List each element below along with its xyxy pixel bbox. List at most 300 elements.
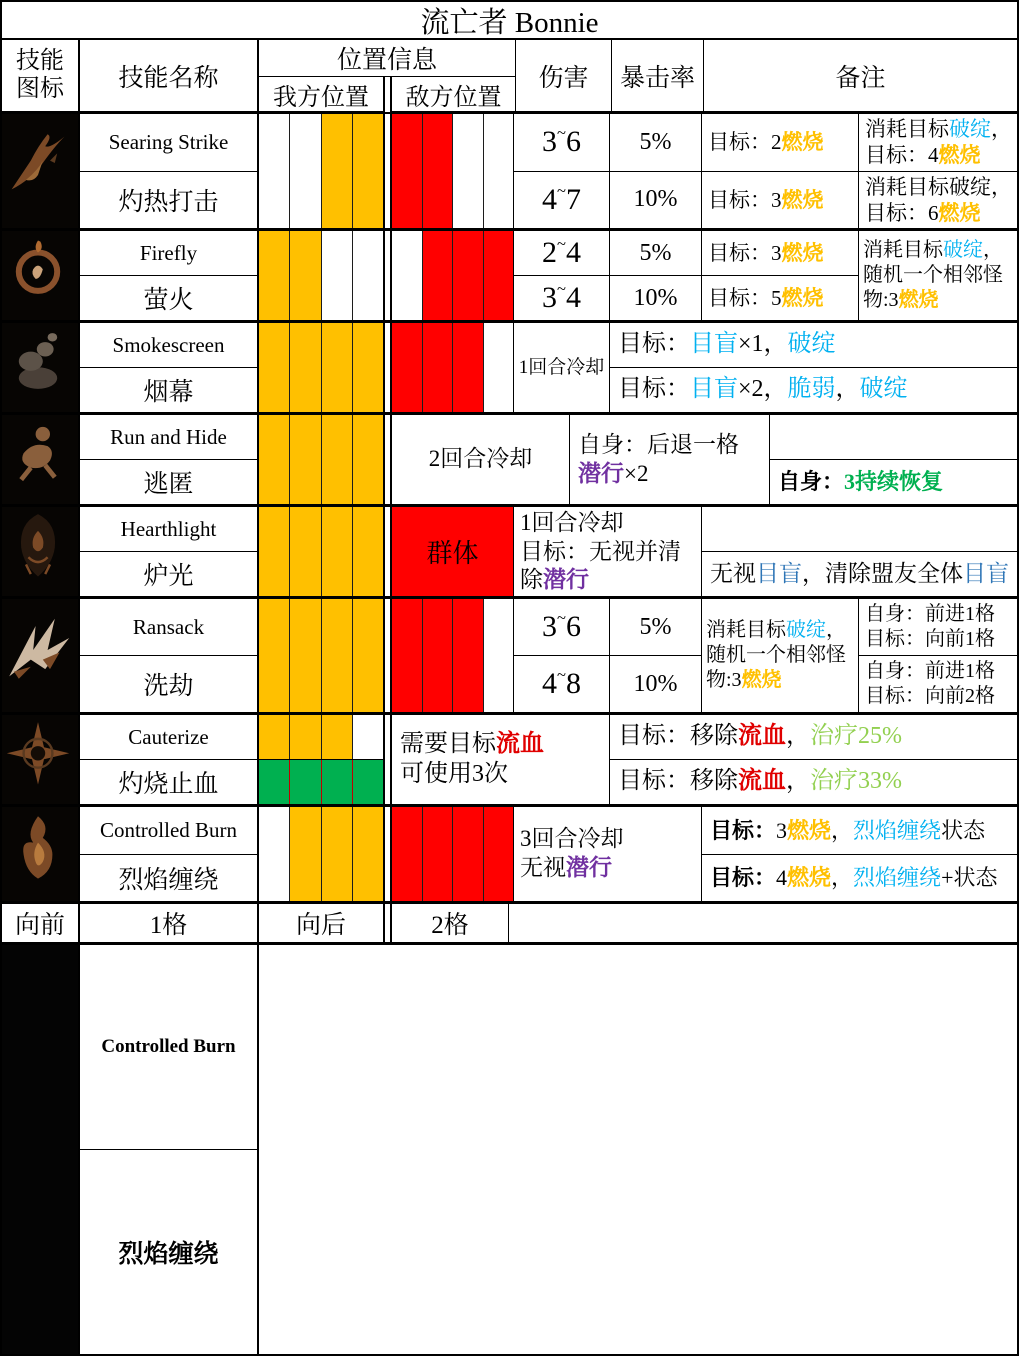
skill-name-cn: 烈焰缠绕: [118, 866, 219, 894]
skill-name-cn: 炉光: [143, 563, 194, 590]
note-cell: [859, 172, 1017, 229]
note-column: [702, 114, 859, 228]
legend-backward-label: 向后: [259, 904, 385, 942]
ally-position-grid: [259, 715, 385, 804]
note-column: [514, 323, 610, 412]
text-run: 目标：: [618, 331, 690, 358]
text-run: 可使用3次: [400, 760, 508, 787]
enemy-position-cells: [392, 507, 513, 596]
movement-legend-row: [2, 904, 1017, 945]
note-line: [865, 627, 1014, 652]
text-run: ，: [983, 239, 1003, 262]
position-cell: [453, 599, 484, 712]
skill-row-hearthlight: [2, 507, 1017, 599]
enemy-position-grid: [392, 323, 514, 412]
note-cell: [514, 323, 609, 412]
text-run: 燃烧: [787, 865, 832, 891]
position-cell: [392, 323, 423, 412]
note-line: [863, 288, 1014, 313]
text-run: 除: [520, 567, 543, 593]
position-cell: [484, 114, 514, 228]
text-run: ，: [831, 817, 854, 843]
text-run: ，: [835, 376, 860, 403]
text-run: 3: [776, 817, 788, 843]
footer-skill-name-en: Controlled Burn: [80, 945, 257, 1150]
note-cell: [702, 807, 1017, 855]
ally-position-merged: [259, 415, 383, 504]
ally-position-merged: [259, 507, 383, 596]
ally-position-grid: [259, 231, 385, 320]
skill-name-cell: [80, 231, 259, 320]
skill-name-cell: [80, 507, 259, 596]
note-cell: [770, 415, 1017, 460]
col-header-damage: 伤害: [516, 40, 612, 111]
position-cell: [484, 323, 514, 412]
note-line: [708, 129, 855, 155]
skill-row-run-and-hide: [2, 415, 1017, 507]
position-cell: [259, 807, 290, 901]
text-run: ×1，: [738, 331, 788, 358]
ally-position-merged: [259, 323, 383, 412]
note-column: [859, 114, 1017, 228]
position-cell: [322, 599, 353, 712]
position-cell: [392, 231, 423, 320]
text-run: 消耗目标: [706, 619, 786, 642]
ally-position-row1: [259, 715, 383, 760]
text-run: 燃烧: [781, 285, 824, 310]
skill-detail-area: [390, 415, 1017, 504]
note-column: [702, 807, 1017, 901]
note-line: [708, 285, 855, 311]
text-run: ，: [786, 768, 810, 795]
skill-icon-cell: [2, 231, 80, 320]
position-cell: [322, 114, 353, 228]
legend-forward-label: 向前: [2, 904, 80, 942]
note-line: [710, 817, 1014, 844]
ally-position-merged: [259, 114, 383, 228]
note-line: [520, 509, 698, 538]
position-cell: [259, 507, 290, 596]
skill-name-cell: [80, 807, 259, 901]
note-line: [400, 760, 606, 790]
text-run: 燃烧: [781, 240, 824, 265]
position-cell: [290, 715, 321, 759]
position-cell: [290, 114, 321, 228]
position-cell: [259, 760, 290, 804]
text-run: 破绽: [949, 117, 991, 142]
damage-max: 6: [565, 125, 581, 159]
text-run: 无视: [710, 560, 756, 586]
note-cell: [610, 368, 1017, 412]
text-run: 治疗25%: [810, 723, 902, 750]
text-run: 随机一个相邻怪: [706, 644, 846, 667]
position-cell: [290, 807, 321, 901]
damage-value: [514, 172, 609, 229]
enemy-position-grid: [392, 807, 514, 901]
text-run: 自身：前进1格: [865, 660, 995, 683]
flame-slash-icon: [2, 114, 78, 228]
note-cell: [514, 807, 701, 901]
col-header-enemy-position: 敌方位置: [390, 77, 515, 112]
skill-detail-area: [390, 715, 1017, 804]
position-cell: [259, 599, 290, 712]
text-run: 需要目标: [400, 730, 496, 757]
enemy-position-grid: [392, 114, 514, 228]
skill-name-cell: [80, 599, 259, 712]
text-run: 消耗目标: [863, 239, 943, 262]
note-line: [865, 174, 1014, 200]
note-cell: [859, 656, 1017, 712]
text-run: ，: [991, 117, 1012, 142]
position-cell: [453, 323, 484, 412]
text-run: 物:3: [863, 288, 899, 311]
note-column: [392, 715, 610, 804]
text-run: ，: [786, 723, 810, 750]
text-run: 目标：3: [708, 240, 782, 265]
text-run: +状态: [941, 865, 998, 891]
text-run: 无视: [520, 855, 566, 880]
crit-column: [610, 231, 702, 320]
position-cell: [353, 715, 383, 759]
note-line: [618, 722, 1014, 752]
skill-name-cell: [80, 415, 259, 504]
text-run: 1回合冷却: [518, 356, 605, 378]
running-figure-icon: [2, 415, 78, 504]
skill-name-cn: 萤火: [143, 287, 194, 314]
enemy-position-cells: [392, 114, 513, 228]
text-run: 物:3: [706, 668, 742, 691]
col-header-skill-name: 技能名称: [80, 40, 259, 111]
text-run: 目盲: [690, 376, 738, 403]
position-cell: [290, 507, 321, 596]
col-header-ally-position: 我方位置: [259, 77, 385, 112]
note-line: [706, 668, 855, 693]
aoe-label: 群体: [392, 507, 513, 596]
text-run: 烈焰缠绕: [853, 817, 942, 843]
note-cell: [859, 231, 1017, 320]
note-line: [710, 864, 1014, 891]
skill-rows: [2, 114, 1017, 904]
note-cell: [702, 276, 858, 320]
damage-min: 4: [542, 182, 558, 216]
damage-max: 6: [565, 610, 581, 643]
text-run: ，: [826, 619, 846, 642]
skill-icon-cell: [2, 415, 80, 504]
text-run: 目盲: [690, 331, 738, 358]
position-cell: [423, 807, 454, 901]
text-run: 燃烧: [781, 187, 824, 212]
crit-column: [610, 599, 702, 712]
damage-column: [514, 231, 610, 320]
position-cell: [453, 114, 484, 228]
note-cell: [702, 507, 1017, 552]
position-cell: [322, 807, 353, 901]
position-cell: [392, 807, 423, 901]
position-subheaders: [259, 77, 515, 112]
position-cell: [259, 231, 290, 320]
text-run: 目标：: [618, 376, 690, 403]
note-line: [520, 854, 698, 883]
ally-position-grid: [259, 507, 385, 596]
skill-row-ransack: [2, 599, 1017, 715]
position-cell: [353, 599, 383, 712]
text-run: 潜行: [543, 567, 589, 593]
position-cell: [322, 760, 353, 804]
note-cell: [392, 415, 569, 504]
crit-value: 10%: [633, 186, 678, 213]
skill-name-en: Controlled Burn: [80, 807, 257, 855]
damage-value: [514, 599, 609, 656]
tilde: ~: [557, 123, 566, 143]
note-line: [618, 330, 1014, 360]
note-line: [618, 767, 1014, 797]
damage-min: 3: [542, 125, 558, 159]
skill-icon-cell: [2, 323, 80, 412]
col-header-skill-icon-line1: 技能: [16, 47, 64, 74]
skill-detail-area: [390, 114, 1017, 228]
page-title: 流亡者 Bonnie: [2, 2, 1017, 40]
damage-max: 8: [565, 667, 581, 700]
damage-value: [514, 231, 609, 276]
smoke-icon: [2, 323, 78, 412]
skill-icon-cell: [2, 715, 80, 804]
footer-skill-name-cn: 烈焰缠绕: [118, 1241, 219, 1268]
text-run: 目标：向前2格: [865, 685, 995, 707]
damage-column: [514, 114, 610, 228]
note-cell: [514, 507, 701, 597]
skill-name-cn: 烟幕: [143, 379, 194, 406]
skill-name-en: Ransack: [80, 599, 257, 656]
text-run: 3持续恢复: [844, 469, 944, 495]
position-cell: [259, 323, 290, 412]
text-run: 目标：: [710, 865, 777, 891]
skill-row-searing-strike: [2, 114, 1017, 231]
damage-min: 4: [542, 667, 558, 700]
position-cell: [322, 507, 353, 596]
note-line: [429, 445, 533, 474]
col-header-skill-icon: [2, 40, 80, 111]
skill-detail-area: [390, 323, 1017, 412]
note-line: [708, 240, 855, 266]
text-run: 目盲: [756, 560, 802, 586]
skill-name-cn: 灼烧止血: [118, 771, 219, 798]
text-run: 燃烧: [787, 817, 832, 843]
note-line: [706, 618, 855, 643]
enemy-position-cells: [392, 231, 513, 320]
note-line: [710, 560, 1014, 589]
text-run: ，: [831, 865, 854, 891]
crit-column: [610, 114, 702, 228]
text-run: 目标：移除: [618, 768, 738, 795]
position-cell: [259, 715, 290, 759]
ally-position-grid: [259, 599, 385, 712]
crit-value: 5%: [610, 114, 701, 172]
position-cell: [290, 599, 321, 712]
text-run: 目标：无视并清: [520, 538, 681, 564]
tilde: ~: [557, 180, 566, 200]
damage-min: 2: [542, 236, 558, 269]
skill-name-en: Hearthlight: [80, 507, 257, 552]
note-cell: [702, 855, 1017, 902]
text-run: 燃烧: [938, 143, 981, 168]
ally-position-row2: [259, 760, 383, 804]
skill-icon-cell: [2, 114, 80, 228]
note-column: [610, 323, 1017, 412]
note-line: [706, 643, 855, 668]
text-run: 目标：向前1格: [865, 628, 995, 650]
skill-name-cn: 灼热打击: [118, 188, 219, 216]
note-column: [859, 231, 1017, 320]
text-run: 目标：5: [708, 285, 782, 310]
text-run: 目标：: [710, 817, 777, 843]
damage-max: 4: [565, 236, 581, 269]
text-run: 消耗目标破绽，: [865, 174, 1012, 199]
note-line: [865, 200, 1014, 226]
skill-row-cauterize: [2, 715, 1017, 807]
col-header-position: 位置信息: [259, 40, 515, 77]
note-cell: [610, 715, 1017, 760]
ally-position-grid: [259, 807, 385, 901]
position-cell: [423, 599, 454, 712]
note-column: [702, 231, 859, 320]
note-line: [578, 431, 766, 460]
text-run: 消耗目标: [865, 117, 949, 142]
note-line: [618, 375, 1014, 405]
text-run: 破绽: [786, 619, 826, 642]
position-cell: [423, 231, 454, 320]
ally-position-grid: [259, 415, 385, 504]
position-cell: [353, 323, 383, 412]
damage-column: [514, 599, 610, 712]
legend-empty-cell: [509, 904, 1017, 942]
note-column: [392, 415, 570, 504]
enemy-position-cells: [392, 599, 513, 712]
position-cell: [322, 323, 353, 412]
crit-value: 10%: [633, 670, 678, 697]
note-column: [859, 599, 1017, 712]
note-line: [400, 730, 606, 760]
skill-icon-cell: [2, 507, 80, 596]
text-run: 目标：3: [708, 187, 782, 212]
skill-name-en: Run and Hide: [80, 415, 257, 460]
text-run: 3回合冷却: [520, 826, 624, 852]
note-line: [520, 566, 698, 595]
table-header: [2, 40, 1017, 114]
skill-detail-area: [390, 807, 1017, 901]
position-cell: [484, 231, 514, 320]
position-cell: [290, 415, 321, 504]
skill-row-firefly: [2, 231, 1017, 323]
note-cell: [702, 172, 858, 229]
enemy-position-grid: [392, 231, 514, 320]
enemy-position-cells: [392, 323, 513, 412]
damage-value: [514, 656, 609, 712]
skill-name-en: Cauterize: [80, 715, 257, 760]
note-cell: [392, 715, 609, 804]
crit-value: 5%: [610, 599, 701, 656]
skill-name-cell: [80, 323, 259, 412]
text-run: 燃烧: [938, 200, 981, 225]
text-run: 自身：: [778, 469, 845, 495]
text-run: 4: [776, 865, 788, 891]
position-cell: [353, 807, 383, 901]
text-run: 目标：6: [865, 200, 939, 225]
text-run: 流血: [738, 723, 786, 750]
crit-value: 5%: [610, 231, 701, 276]
text-run: ，清除盟友全体: [802, 560, 963, 586]
text-run: 潜行: [566, 855, 612, 880]
skill-detail-area: [390, 599, 1017, 712]
note-line: [520, 538, 698, 567]
skill-detail-area: [390, 231, 1017, 320]
enemy-position-grid: [392, 599, 514, 712]
ember-ring-icon: [2, 231, 78, 320]
position-cell: [353, 760, 383, 804]
skill-name-en: Smokescreen: [80, 323, 257, 368]
text-run: 潜行: [578, 460, 624, 486]
enemy-position-grid: [392, 507, 514, 596]
note-column: [610, 715, 1017, 804]
legend-backward-value: 2格: [390, 904, 509, 942]
damage-min: 3: [542, 281, 558, 314]
position-cell: [353, 415, 383, 504]
damage-value: [514, 114, 609, 172]
note-column: [770, 415, 1017, 504]
ally-position-merged: [259, 807, 383, 901]
note-line: [865, 659, 1014, 684]
note-line: [520, 825, 698, 854]
note-line: [865, 684, 1014, 709]
note-column: [514, 807, 702, 901]
note-cell: [702, 552, 1017, 596]
col-header-skill-icon-line2: 图标: [16, 75, 64, 102]
position-cell: [423, 114, 454, 228]
text-run: 燃烧: [741, 668, 782, 691]
note-line: [865, 142, 1014, 168]
position-cell: [290, 231, 321, 320]
position-cell: [453, 807, 484, 901]
position-cell: [322, 715, 353, 759]
footer-description: [259, 945, 1017, 1354]
note-cell: [610, 323, 1017, 368]
position-cell: [453, 231, 484, 320]
tilde: ~: [557, 233, 566, 253]
position-cell: [353, 231, 383, 320]
note-line: [519, 356, 605, 380]
text-run: ×2: [624, 460, 649, 486]
note-line: [865, 602, 1014, 627]
skill-detail-area: [390, 507, 1017, 596]
hooded-figure-icon: [2, 507, 78, 596]
skill-name-en: Searing Strike: [80, 114, 257, 172]
star-brand-icon: [2, 715, 78, 804]
text-run: 目标：移除: [618, 723, 738, 750]
position-cell: [392, 114, 423, 228]
text-run: 流血: [496, 730, 544, 757]
ally-position-merged: [259, 599, 383, 712]
text-run: 烈焰缠绕: [853, 865, 942, 891]
note-column: [514, 507, 702, 596]
position-cell: [259, 415, 290, 504]
text-run: 自身：后退一格: [578, 431, 739, 457]
skill-name-cn: 逃匿: [143, 471, 194, 498]
position-cell: [423, 323, 454, 412]
text-run: 状态: [941, 817, 986, 843]
text-run: 流血: [738, 768, 786, 795]
text-run: 破绽: [859, 376, 908, 403]
note-cell: [570, 415, 769, 504]
note-line: [708, 187, 855, 213]
